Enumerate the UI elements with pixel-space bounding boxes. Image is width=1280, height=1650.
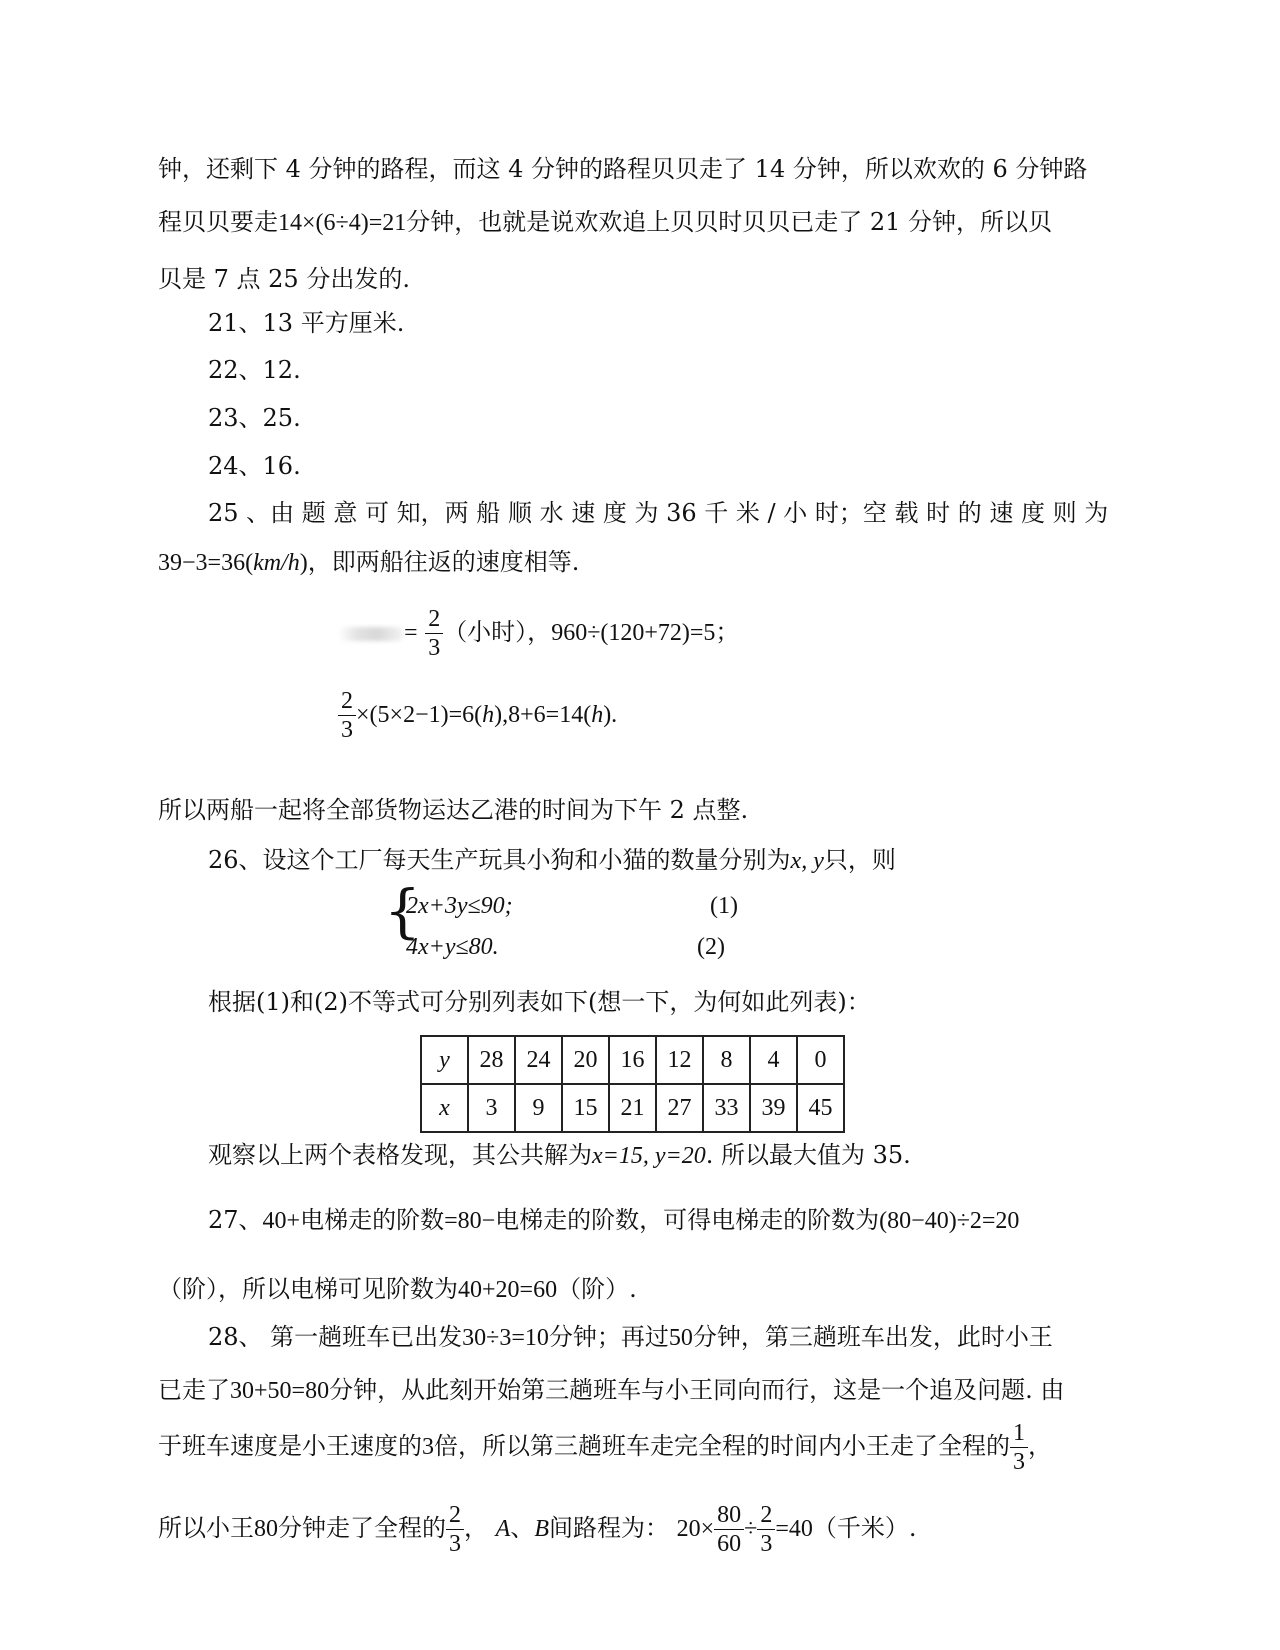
q28-math-1: 30÷3=10 xyxy=(462,1325,549,1351)
q28-line-2 xyxy=(158,1375,1064,1406)
answer-21: 21、13 平方厘米. xyxy=(208,309,405,337)
q27-math-2: =80− xyxy=(444,1208,496,1234)
answer-22: 22、12. xyxy=(208,356,301,384)
q25-unit: km/h xyxy=(253,550,300,576)
q25-eq1-equals: = xyxy=(404,620,418,646)
q28-math-8: =40 xyxy=(775,1516,813,1542)
fraction-denominator: 3 xyxy=(341,717,353,743)
q25-equation-1 xyxy=(338,604,739,662)
q28-line-1 xyxy=(208,1322,1053,1353)
q27-line-2 xyxy=(158,1274,637,1305)
q25-eq2-h2: h xyxy=(591,702,604,728)
q27-math-4: 40+20=60 xyxy=(458,1277,558,1303)
q28-sep: 、 xyxy=(510,1514,535,1542)
point-b: B xyxy=(534,1516,549,1542)
table-row-y xyxy=(421,1036,844,1084)
fraction-denominator: 3 xyxy=(760,1531,773,1557)
table-cell: 3 xyxy=(468,1084,515,1132)
fraction-numerator: 80 xyxy=(714,1501,744,1530)
q27-math-1: 40+ xyxy=(262,1208,301,1234)
q26-conclusion-a: 观察以上两个表格发现，其公共解为 xyxy=(208,1141,592,1169)
q28-math-6: 20× xyxy=(676,1516,715,1542)
q26-vars: x, y xyxy=(790,848,824,874)
fraction-denominator: 3 xyxy=(428,635,441,661)
inequality-1: 2x+3y≤90; xyxy=(406,893,513,919)
answer-24: 24、16. xyxy=(208,452,301,480)
q28-text-l: 间路程为： xyxy=(548,1514,669,1542)
q27-number: 27、 xyxy=(208,1206,263,1234)
table-cell: 45 xyxy=(797,1084,844,1132)
q28-text-h: ， xyxy=(1028,1432,1052,1460)
table-cell: 4 xyxy=(750,1036,797,1084)
q26-conclusion-math: x=15, y=20 xyxy=(592,1143,706,1169)
paragraph-20-line-1: 钟，还剩下 4 分钟的路程，而这 4 分钟的路程贝贝走了 14 分钟，所以欢欢的 6 分钟路 xyxy=(158,155,1088,183)
fraction-80-60 xyxy=(714,1501,744,1558)
q28-math-3: 30+50=80 xyxy=(230,1378,330,1404)
q25-math-a: 39−3=36( xyxy=(158,550,254,576)
table-cell: 16 xyxy=(609,1036,656,1084)
q28-math-2: 50 xyxy=(668,1325,693,1351)
q28-text-d: 已走了 xyxy=(158,1376,230,1404)
fraction-numerator: 2 xyxy=(446,1501,464,1530)
q25-eq1-unit: （小时）， xyxy=(443,618,552,646)
q28-math-4: 3 xyxy=(422,1434,434,1460)
paragraph-20-line-3: 贝是 7 点 25 分出发的. xyxy=(158,265,410,293)
table-cell: 8 xyxy=(703,1036,750,1084)
q26-conclusion-b: . 所以最大值为 35. xyxy=(705,1141,911,1169)
blurred-expression xyxy=(338,627,404,641)
table-cell: 27 xyxy=(656,1084,703,1132)
q28-text-b: 分钟；再过 xyxy=(548,1323,669,1351)
table-cell: 21 xyxy=(609,1084,656,1132)
fraction-two-thirds-3 xyxy=(446,1501,464,1558)
table-cell: 24 xyxy=(515,1036,562,1084)
inequality-1-tag: (1) xyxy=(710,893,738,919)
q26-intro xyxy=(208,845,896,876)
q25-text: ，即两船往返的速度相等. xyxy=(307,548,580,576)
q27-line-1 xyxy=(208,1205,1019,1236)
q27-math-3: (80−40)÷2=20 xyxy=(879,1208,1020,1234)
table-cell: 9 xyxy=(515,1084,562,1132)
q28-text-f: 于班车速度是小王速度的 xyxy=(158,1432,422,1460)
q27-text-4: （阶）. xyxy=(557,1275,637,1303)
q25-line-2 xyxy=(158,547,579,578)
q26-intro-a: 26、设这个工厂每天生产玩具小狗和小猫的数量分别为 xyxy=(208,846,791,874)
q26-table-intro: 根据(1)和(2)不等式可分别列表如下(想一下，为何如此列表)： xyxy=(208,988,871,1016)
table-cell: 33 xyxy=(703,1084,750,1132)
q25-eq2-c: ). xyxy=(603,702,618,728)
q25-line-1: 25 、由 题 意 可 知，两 船 顺 水 速 度 为 36 千 米 / 小 时；空 载 时 的 速 度 则 为 xyxy=(208,499,1109,527)
fraction-denominator: 60 xyxy=(717,1531,742,1557)
q25-eq2-h1: h xyxy=(482,702,495,728)
q28-text-m: （千米）. xyxy=(812,1514,917,1542)
q28-line-4 xyxy=(158,1500,917,1558)
table-cell: 15 xyxy=(562,1084,609,1132)
fraction-numerator: 1 xyxy=(1010,1419,1028,1448)
table-cell: 20 xyxy=(562,1036,609,1084)
solution-table xyxy=(420,1035,845,1133)
inequality-2: 4x+y≤80. xyxy=(406,934,499,960)
q25-conclusion: 所以两船一起将全部货物运达乙港的时间为下午 2 点整. xyxy=(158,796,749,824)
q25-equation-2 xyxy=(338,686,617,744)
table-row-x xyxy=(421,1084,844,1132)
table-cell: 28 xyxy=(468,1036,515,1084)
table-cell: 39 xyxy=(750,1084,797,1132)
q28-text-g: 倍，所以第三趟班车走完全程的时间内小王走了全程的 xyxy=(434,1432,1010,1460)
q25-eq1-rest: 960÷(120+72)=5； xyxy=(551,620,740,646)
fraction-numerator: 2 xyxy=(338,687,356,716)
answer-23: 23、25. xyxy=(208,404,301,432)
fraction-two-thirds-2 xyxy=(338,687,356,744)
fraction-two-thirds-4 xyxy=(757,1501,775,1558)
fraction-denominator: 3 xyxy=(449,1531,461,1557)
row-label-x: x xyxy=(421,1084,468,1132)
p20-text-b: 分钟，也就是说欢欢追上贝贝时贝贝已走了 21 分钟，所以贝 xyxy=(406,208,1053,236)
q25-eq2-a: ×(5×2−1)=6( xyxy=(356,702,483,728)
q28-text-e: 分钟，从此刻开始第三趟班车与小王同向而行，这是一个追及问题. 由 xyxy=(329,1376,1065,1404)
table-cell: 0 xyxy=(797,1036,844,1084)
q28-text-i: 所以小王 xyxy=(158,1514,254,1542)
q26-conclusion xyxy=(208,1140,911,1171)
fraction-two-thirds xyxy=(425,605,443,662)
q27-text-3: （阶），所以电梯可见阶数为 xyxy=(158,1275,458,1303)
q27-text-1: 电梯走的阶数 xyxy=(300,1206,445,1234)
q28-text-k: ， xyxy=(464,1514,488,1542)
q25-math-b: ) xyxy=(299,550,308,576)
q25-eq2-b: ),8+6=14( xyxy=(494,702,592,728)
row-label-y: y xyxy=(421,1036,468,1084)
fraction-denominator: 3 xyxy=(1013,1449,1025,1475)
table-cell: 12 xyxy=(656,1036,703,1084)
inequality-2-tag: (2) xyxy=(697,934,725,960)
paragraph-20-line-2 xyxy=(158,207,1052,238)
q28-math-5: 80 xyxy=(254,1516,278,1542)
q28-text-c: 分钟，第三趟班车出发，此时小王 xyxy=(692,1323,1053,1351)
q28-line-3 xyxy=(158,1418,1052,1476)
q28-text-a: 28、 第一趟班车已出发 xyxy=(208,1323,463,1351)
fraction-one-third xyxy=(1010,1419,1028,1476)
q28-math-7: ÷ xyxy=(744,1516,758,1542)
p20-math: 14×(6÷4)=21 xyxy=(278,210,407,236)
system-brace: { xyxy=(384,877,421,945)
fraction-numerator: 2 xyxy=(757,1501,775,1530)
q27-text-2: 电梯走的阶数，可得电梯走的阶数为 xyxy=(495,1206,880,1234)
point-a: A xyxy=(495,1516,511,1542)
fraction-numerator: 2 xyxy=(425,605,443,634)
q28-text-j: 分钟走了全程的 xyxy=(278,1514,446,1542)
p20-text-a: 程贝贝要走 xyxy=(158,208,278,236)
q26-intro-b: 只，则 xyxy=(823,846,896,874)
